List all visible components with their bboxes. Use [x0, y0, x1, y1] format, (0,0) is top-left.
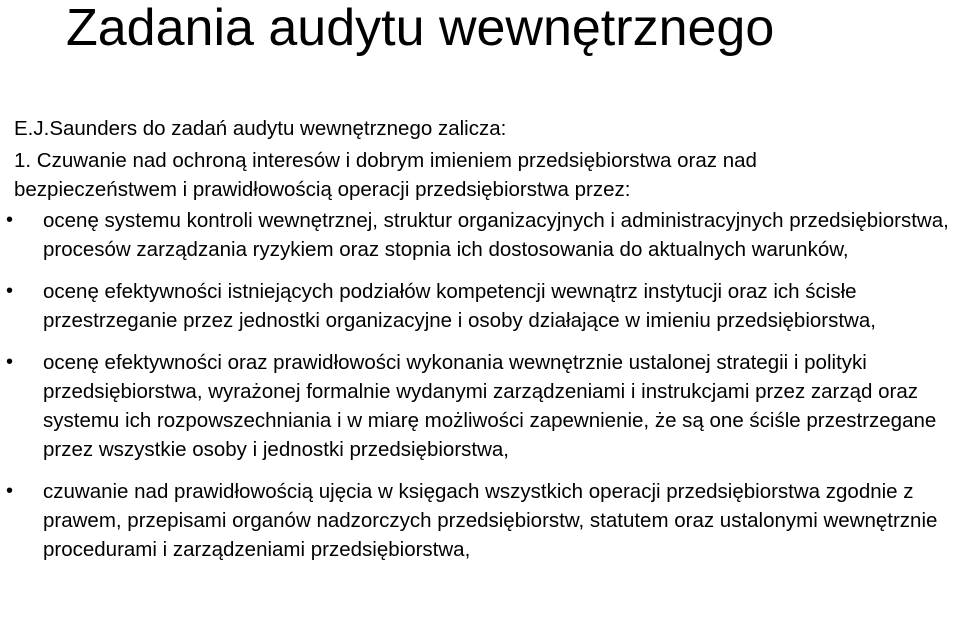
- list-item: [0, 206, 958, 264]
- list-item: [0, 348, 958, 464]
- bullet-text: ocenę efektywności oraz prawidłowości wykonania wewnętrznie ustalonej strategii i polityki przedsiębiorstwa, wyrażonej formalnie wydanymi zarządzeniami i instrukcjami przez zarząd oraz systemu ich rozpowszechniania i w miarę możliwości zapewnienie, że są one ściśle przestrzegane przez wszystkie osoby i jednostki przedsiębiorstwa,: [43, 351, 937, 461]
- point-1-text: 1. Czuwanie nad ochroną interesów i dobrym imieniem przedsiębiorstwa oraz nad bezpieczeństwem i prawidłowością operacji przedsiębiorstwa przez:: [14, 149, 757, 201]
- bullet-text: ocenę systemu kontroli wewnętrznej, struktur organizacyjnych i administracyjnych przedsiębiorstwa, procesów zarządzania ryzykiem oraz stopnia ich dostosowania do aktualnych warunków,: [43, 209, 949, 261]
- bullet-icon: •: [6, 351, 14, 373]
- bullet-icon: •: [6, 480, 14, 502]
- bullet-list: [0, 206, 960, 564]
- list-item: [0, 477, 958, 564]
- bullet-text: ocenę efektywności istniejących podziałów kompetencji wewnątrz instytucji oraz ich ścisłe przestrzeganie przez jednostki organizacyjne i osoby działające w imieniu przedsiębiorstwa,: [43, 280, 876, 332]
- intro-text: E.J.Saunders do zadań audytu wewnętrznego zalicza:: [14, 117, 507, 140]
- bullet-icon: •: [6, 209, 14, 231]
- slide-title: Zadania audytu wewnętrznego: [66, 0, 775, 57]
- bullet-text: czuwanie nad prawidłowością ujęcia w księgach wszystkich operacji przedsiębiorstwa zgodnie z prawem, przepisami organów nadzorczych przedsiębiorstw, statutem oraz ustalonymi wewnętrznie procedurami i zarządzeniami przedsiębiorstwa,: [43, 480, 938, 561]
- bullet-icon: •: [6, 280, 14, 302]
- list-item: [0, 277, 958, 335]
